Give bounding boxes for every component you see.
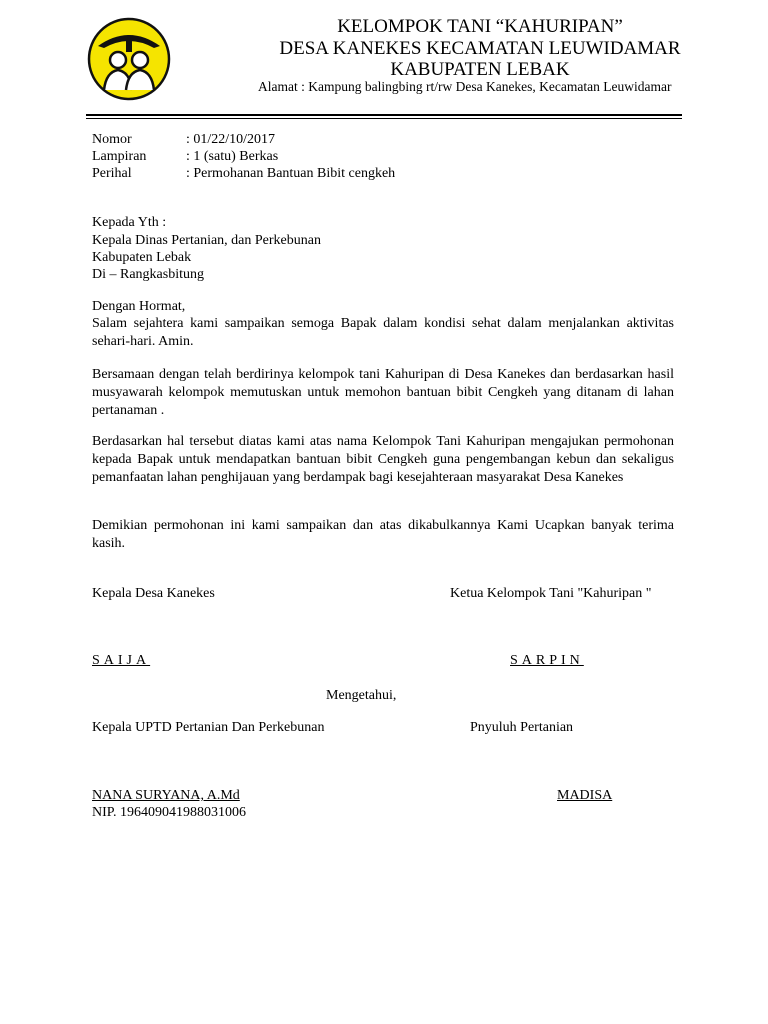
meta-label-nomor: Nomor [92, 132, 132, 147]
acknowledged-label: Mengetahui, [326, 688, 397, 703]
meta-label-lampiran: Lampiran [92, 149, 147, 164]
letterhead-line-2: DESA KANEKES KECAMATAN LEUWIDAMAR [279, 38, 681, 59]
paragraph-4-text: Demikian permohonan ini kami sampaikan dan atas dikabulkannya Kami Ucapkan banyak terima kasih. [92, 518, 674, 552]
signature-right-name: SARPIN [510, 653, 584, 668]
signature-left-name-2: NANA SURYANA, A.Md [92, 788, 240, 803]
recipient-line-3: Kabupaten Lebak [92, 250, 192, 265]
meta-value-nomor: : 01/22/10/2017 [186, 132, 276, 147]
paragraph-3-text: Berdasarkan hal tersebut diatas kami atas nama Kelompok Tani Kahuripan mengajukan permohonan kepada Bapak untuk mendapatkan bantuan bibit Cengkeh guna pengembangan kebun dan sekaligus pemanfaatan lahan penghijauan yang berdampak bagi kesejahteraan masyarakat Desa Kanekes [92, 434, 674, 486]
recipient-line-1: Kepada Yth : [92, 215, 167, 230]
paragraph-2 [92, 366, 674, 421]
letterhead-line-1: KELOMPOK TANI “KAHURIPAN” [337, 16, 623, 37]
signature-left-title-2: Kepala UPTD Pertanian Dan Perkebunan [92, 720, 325, 735]
paragraph-1-text: Salam sejahtera kami sampaikan semoga Bapak dalam kondisi sehat dalam menjalankan aktivitas sehari-hari. Amin. [92, 316, 674, 350]
meta-label-perihal: Perihal [92, 166, 132, 181]
paragraph-1 [92, 315, 674, 351]
letterhead-address: Alamat : Kampung balingbing rt/rw Desa Kanekes, Kecamatan Leuwidamar [258, 79, 672, 94]
meta-value-lampiran: : 1 (satu) Berkas [186, 149, 279, 164]
letterhead-line-3: KABUPATEN LEBAK [390, 59, 570, 80]
signature-right-name-2: MADISA [557, 788, 613, 803]
paragraph-3 [92, 433, 674, 488]
paragraph-2-text: Bersamaan dengan telah berdirinya kelompok tani Kahuripan di Desa Kanekes dan berdasarkan hasil musyawarah kelompok memutuskan untuk memohon bantuan bibit Cengkeh yang ditanam di lahan pertanaman . [92, 367, 674, 419]
recipient-line-2: Kepala Dinas Pertanian, dan Perkebunan [92, 233, 321, 248]
organization-logo [86, 16, 172, 102]
signature-left-nip: NIP. 196409041988031006 [92, 805, 247, 820]
signature-right-title-2: Pnyuluh Pertanian [470, 720, 574, 735]
signature-left-name: SAIJA [92, 653, 151, 668]
signature-right-title: Ketua Kelompok Tani "Kahuripan " [450, 586, 652, 601]
letterhead-rule-thin [86, 118, 682, 119]
recipient-line-4: Di – Rangkasbitung [92, 267, 204, 282]
letterhead-rule-thick [86, 114, 682, 116]
greeting: Dengan Hormat, [92, 299, 186, 314]
signature-left-title: Kepala Desa Kanekes [92, 586, 215, 601]
meta-value-perihal: : Permohanan Bantuan Bibit cengkeh [186, 166, 396, 181]
paragraph-4 [92, 517, 674, 553]
